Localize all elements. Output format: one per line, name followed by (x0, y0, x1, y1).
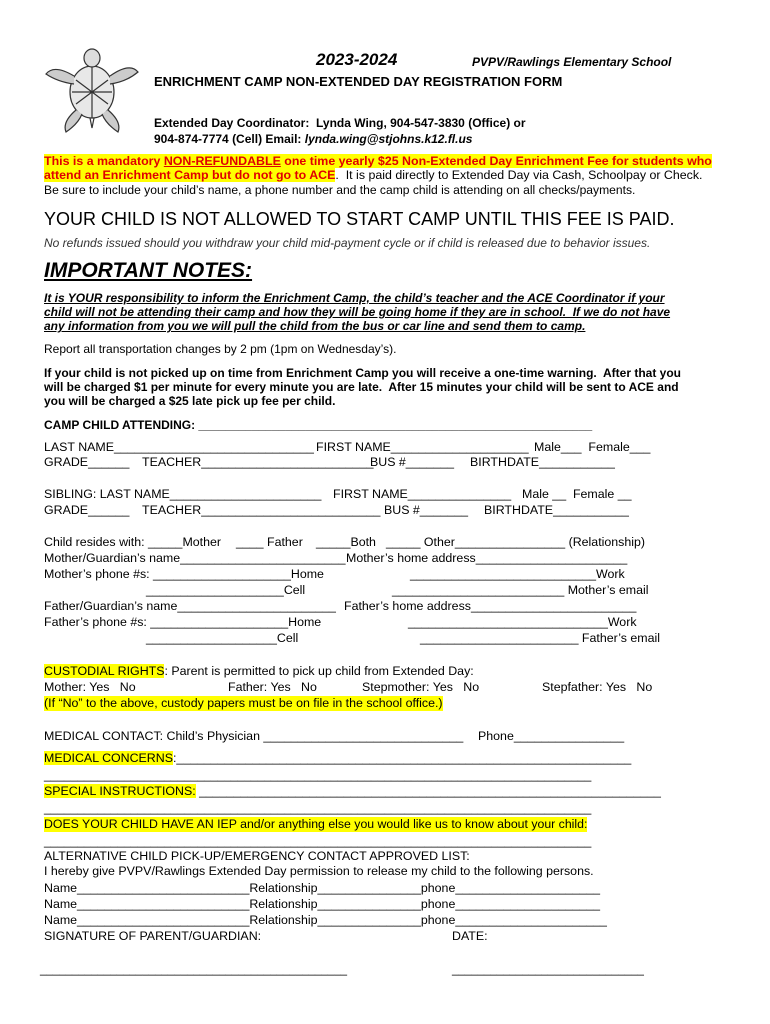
mother-address-field[interactable]: Mother’s home address______________________ (346, 551, 628, 565)
child-first-name-field[interactable]: FIRST NAME____________________ (316, 440, 529, 454)
sibling-sex-field[interactable]: Male __ Female __ (522, 487, 632, 501)
mother-email-field[interactable]: _________________________ Mother’s email (392, 583, 649, 597)
physician-field[interactable]: MEDICAL CONTACT: Child’s Physician _____________________________ (44, 729, 464, 743)
child-bus-field[interactable]: BUS #_______ (370, 455, 455, 469)
late-pickup-line-3: you will be charged a $25 late pick up fee per child. (44, 394, 336, 408)
signature-line[interactable]: ________________________________________________ (40, 964, 347, 976)
coordinator-contact: 904-874-7774 (Cell) Email: lynda.wing@stjohns.k12.fl.us (154, 132, 473, 146)
father-address-field[interactable]: Father’s home address________________________ (344, 599, 637, 613)
medical-concerns-continued[interactable]: __________________________________________________________________________________ (44, 768, 592, 782)
mother-name-field[interactable]: Mother/Guardian’s name________________________ (44, 551, 346, 565)
iep-answer-field[interactable]: __________________________________________________________________________________ (44, 834, 592, 848)
special-instructions-continued[interactable]: __________________________________________________________________________________ (44, 801, 592, 815)
mother-home-phone-field[interactable]: Mother’s phone #s: ____________________Home (44, 567, 324, 581)
sibling-first-name-field[interactable]: FIRST NAME_______________ (333, 487, 512, 501)
form-year: 2023-2024 (316, 50, 398, 69)
special-instructions-label: SPECIAL INSTRUCTIONS: (44, 784, 196, 798)
late-pickup-line-2: will be charged $1 per minute for every minute you are late. After 15 minutes your child will be sent to ACE and (44, 380, 679, 394)
child-teacher-field[interactable]: TEACHER_________________________ (142, 455, 374, 469)
coordinator-email: lynda.wing@stjohns.k12.fl.us (304, 132, 473, 146)
pickup-contact-row-3[interactable]: Name_________________________Relationship_______________phone______________________ (44, 913, 607, 927)
late-pickup-line-1: If your child is not picked up on time from Enrichment Camp you will receive a one-time warning. After that you (44, 366, 681, 380)
sibling-teacher-field[interactable]: TEACHER__________________________ (142, 503, 381, 517)
medical-concerns-label: MEDICAL CONCERNS (44, 751, 173, 765)
sibling-last-name-field[interactable]: SIBLING: LAST NAME______________________ (44, 487, 322, 501)
resides-other-option[interactable]: _____ Other________________ (Relationship) (386, 535, 646, 549)
resides-mother-option[interactable]: Child resides with: _____Mother (44, 535, 222, 549)
pickup-list-heading: ALTERNATIVE CHILD PICK-UP/EMERGENCY CONTACT APPROVED LIST: (44, 849, 470, 863)
mother-work-phone-field[interactable]: ___________________________Work (410, 567, 625, 581)
special-instructions-field[interactable]: SPECIAL INSTRUCTIONS: ___________________________________________________________________ (44, 784, 661, 798)
father-home-phone-field[interactable]: Father’s phone #s: ____________________Home (44, 615, 322, 629)
child-sex-field[interactable]: Male___ Female___ (534, 440, 651, 454)
custody-mother-option[interactable]: Mother: Yes No (44, 680, 136, 694)
custodial-rights-line: CUSTODIAL RIGHTS: Parent is permitted to pick up child from Extended Day: (44, 664, 474, 678)
responsibility-line-2: child will not be attending their camp and how they will be going home if they are in school. If we do not have (44, 305, 671, 319)
child-grade-field[interactable]: GRADE______ (44, 455, 130, 469)
father-cell-phone-field[interactable]: ___________________Cell (146, 631, 299, 645)
physician-phone-field[interactable]: Phone________________ (478, 729, 625, 743)
camp-attending-field[interactable]: CAMP CHILD ATTENDING: ___________________________________________________________ (44, 418, 593, 432)
school-name: PVPV/Rawlings Elementary School (472, 55, 672, 69)
fee-notice-line-3: Be sure to include your child’s name, a phone number and the camp child is attending on all checks/payments. (44, 183, 636, 197)
resides-both-option[interactable]: _____Both (316, 535, 376, 549)
date-label: DATE: (452, 929, 488, 943)
custody-stepfather-option[interactable]: Stepfather: Yes No (542, 680, 653, 694)
important-heading: IMPORTANT NOTES: (44, 259, 253, 282)
custodial-rights-label: CUSTODIAL RIGHTS (44, 664, 165, 678)
child-last-name-field[interactable]: LAST NAME_____________________________ (44, 440, 314, 454)
coordinator-line: Extended Day Coordinator: Lynda Wing, 904-547-3830 (Office) or (154, 116, 526, 130)
father-name-field[interactable]: Father/Guardian’s name_______________________ (44, 599, 336, 613)
fee-notice-line-1: This is a mandatory NON-REFUNDABLE one time yearly $25 Non-Extended Day Enrichment Fee for students who (44, 154, 712, 168)
fee-warning: YOUR CHILD IS NOT ALLOWED TO START CAMP UNTIL THIS FEE IS PAID. (44, 209, 675, 229)
transport-note: Report all transportation changes by 2 pm (1pm on Wednesday’s). (44, 342, 397, 356)
sea-turtle-icon (40, 40, 142, 136)
mother-cell-phone-field[interactable]: ____________________Cell (146, 583, 306, 597)
date-line[interactable]: ______________________________ (452, 964, 644, 976)
iep-question: DOES YOUR CHILD HAVE AN IEP and/or anything else you would like us to know about your child: (44, 817, 588, 831)
pickup-contact-row-2[interactable]: Name_________________________Relationship_______________phone_____________________ (44, 897, 601, 911)
sibling-birthdate-field[interactable]: BIRTHDATE___________ (484, 503, 629, 517)
form-title: ENRICHMENT CAMP NON-EXTENDED DAY REGISTRATION FORM (154, 74, 563, 89)
custody-father-option[interactable]: Father: Yes No (228, 680, 317, 694)
responsibility-line-3: any information from you we will pull the child from the bus or car line and send them to camp. (44, 319, 586, 333)
responsibility-line-1: It is YOUR responsibility to inform the Enrichment Camp, the child’s teacher and the ACE Coordinator if your (44, 291, 665, 305)
father-email-field[interactable]: _______________________ Father’s email (420, 631, 660, 645)
child-birthdate-field[interactable]: BIRTHDATE___________ (470, 455, 615, 469)
father-work-phone-field[interactable]: _____________________________Work (408, 615, 637, 629)
no-refunds-note: No refunds issued should you withdraw your child mid-payment cycle or if child is released due to behavior issues. (44, 236, 651, 250)
signature-label: SIGNATURE OF PARENT/GUARDIAN: (44, 929, 262, 943)
sibling-grade-field[interactable]: GRADE______ (44, 503, 130, 517)
medical-concerns-field[interactable]: MEDICAL CONCERNS:__________________________________________________________________ (44, 751, 632, 765)
custody-note: (If “No” to the above, custody papers must be on file in the school office.) (44, 696, 443, 710)
sibling-bus-field[interactable]: BUS #_______ (384, 503, 469, 517)
pickup-permission-text: I hereby give PVPV/Rawlings Extended Day permission to release my child to the following persons. (44, 864, 594, 878)
pickup-contact-row-1[interactable]: Name_________________________Relationship_______________phone_____________________ (44, 881, 601, 895)
fee-notice-line-2: attend an Enrichment Camp but do not go to ACE. It is paid directly to Extended Day via Cash, Schoolpay or Check. (44, 168, 703, 182)
resides-father-option[interactable]: ____ Father (236, 535, 303, 549)
custody-stepmother-option[interactable]: Stepmother: Yes No (362, 680, 480, 694)
